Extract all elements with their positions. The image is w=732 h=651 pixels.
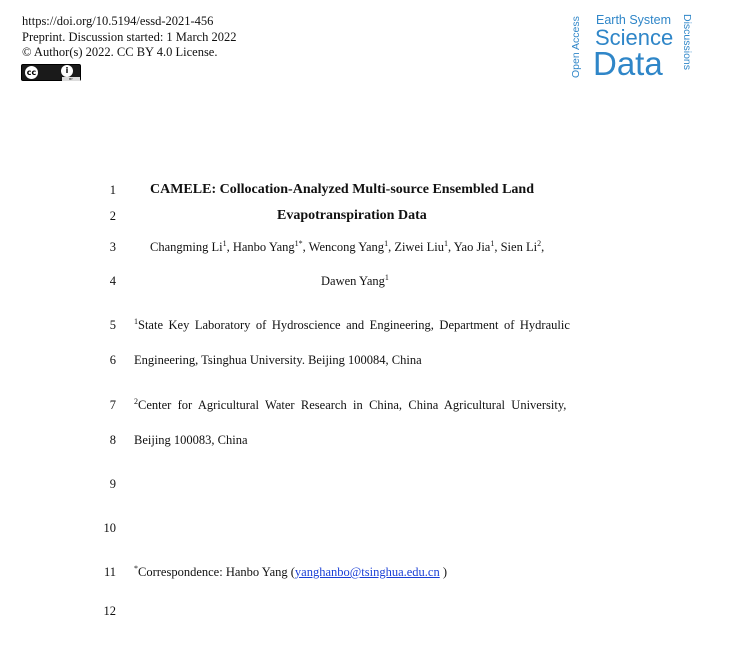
author-list <box>150 240 544 255</box>
email-link[interactable]: yanghanbo@tsinghua.edu.cn <box>294 565 440 579</box>
line-number: 5 <box>109 318 116 332</box>
affiliation-text: State Key Laboratory of Hydroscience and Engineering, Department of Hydraulic <box>138 318 570 332</box>
line-number: 7 <box>109 398 116 412</box>
line-number: 8 <box>109 433 116 447</box>
line-number: 4 <box>109 274 116 288</box>
paper-title-line1: CAMELE: Collocation-Analyzed Multi-source Ensembled Land <box>150 182 534 197</box>
author-affiliation: 1 <box>384 272 389 282</box>
line-number: 6 <box>109 353 116 367</box>
author-name: Hanbo Yang <box>232 240 295 254</box>
line-number: 1 <box>109 183 116 197</box>
line-number: 2 <box>109 209 116 223</box>
affiliation-2 <box>134 398 566 413</box>
author-name: Dawen Yang <box>321 274 385 288</box>
line-number: 9 <box>109 477 116 491</box>
author-affiliation: 1 <box>384 238 389 248</box>
author-separator: , <box>447 240 454 254</box>
correspondence-close: ) <box>439 565 448 579</box>
line-number: 12 <box>103 604 116 618</box>
author-separator: , <box>541 240 545 254</box>
logo-line3: Data <box>593 45 663 82</box>
by-label: BY <box>62 77 80 81</box>
affiliation-text: Center for Agricultural Water Research in China, China Agricultural University, <box>138 398 567 412</box>
line-number: 11 <box>103 565 116 579</box>
author-name: Yao Jia <box>453 240 491 254</box>
author-name: Sien Li <box>500 240 538 254</box>
author-name: Wencong Yang <box>308 240 385 254</box>
affiliation-2-continued: Beijing 100083, China <box>134 433 248 447</box>
author-separator: , <box>494 240 501 254</box>
cc-by-badge[interactable] <box>21 64 81 81</box>
line-number: 10 <box>103 521 116 535</box>
author-separator: , <box>388 240 395 254</box>
correspondence <box>134 565 447 580</box>
affiliation-1 <box>134 318 570 333</box>
author-affiliation: 1 <box>490 238 495 248</box>
discussions-label: Discussions <box>681 14 693 71</box>
paper-title-line2: Evapotranspiration Data <box>277 208 427 223</box>
author-affiliation: 1 <box>222 238 227 248</box>
preprint-text: Preprint. Discussion started: 1 March 2022 <box>22 30 237 44</box>
correspondence-label: Correspondence: Hanbo Yang ( <box>138 565 295 579</box>
open-access-label: Open Access <box>570 16 582 78</box>
cc-icon: cc <box>26 68 37 77</box>
author-name: Changming Li <box>150 240 223 254</box>
person-icon: i <box>61 65 73 77</box>
affiliation-1-continued: Engineering, Tsinghua University. Beijing 100084, China <box>134 353 422 367</box>
copyright-text: © Author(s) 2022. CC BY 4.0 License. <box>22 45 218 59</box>
line-number: 3 <box>109 240 116 254</box>
logo-line2: Science <box>595 25 674 50</box>
author-name: Ziwei Liu <box>394 240 444 254</box>
affiliation-mark: 1 <box>134 316 138 326</box>
affiliation-mark: 2 <box>134 396 138 406</box>
author-separator: , <box>302 240 309 254</box>
author-affiliation: 1 <box>443 238 448 248</box>
author-list-continued <box>321 274 389 289</box>
author-separator: , <box>226 240 233 254</box>
author-affiliation: 2 <box>537 238 542 248</box>
author-affiliation: 1* <box>294 238 303 248</box>
correspondence-mark: * <box>134 563 138 573</box>
doi-text: https://doi.org/10.5194/essd-2021-456 <box>22 14 214 28</box>
logo-line1: Earth System <box>596 13 672 27</box>
